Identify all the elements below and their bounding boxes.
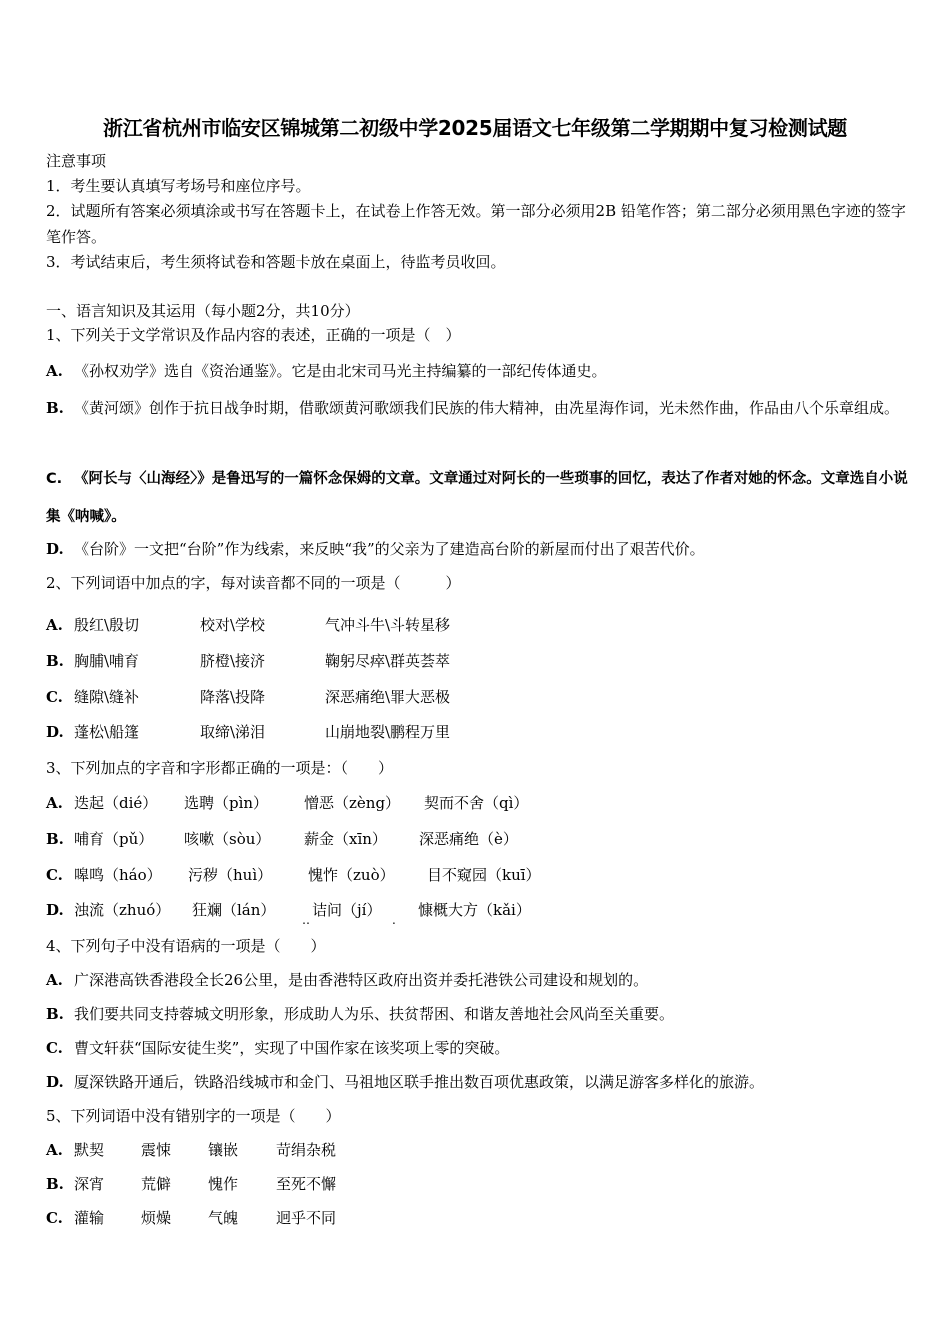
option-label: C. (46, 688, 63, 706)
q4-option-a (46, 970, 648, 990)
option-text: 《黄河颂》创作于抗日战争时期，借歌颂黄河歌颂我们民族的伟大精神，由冼星海作词，光未然作曲，作品由八个乐章组成。 (74, 399, 900, 417)
option-item: 选聘（pìn） (184, 794, 269, 812)
emphasis-dot: . (392, 913, 396, 927)
notice-item-2: 2．试题所有答案必须填涂或书写在答题卡上，在试卷上作答无效。第一部分必须用2B 铅笔作答；第二部分必须用黑色字迹的签字笔作答。 (46, 202, 906, 246)
option-item: 深恶痛绝（è） (419, 830, 518, 848)
option-item: 脐橙\接济 (200, 652, 266, 670)
option-item: 薪金（xīn） (304, 830, 387, 848)
option-item: 狂斓（lán） (192, 901, 276, 919)
option-item: 山崩地裂\鹏程万里 (325, 723, 451, 741)
option-item: 至死不懈 (276, 1175, 337, 1193)
option-text: 我们要共同支持蓉城文明形象，形成助人为乐、扶贫帮困、和谐友善地社会风尚至关重要。 (74, 1005, 675, 1023)
option-label: B. (46, 652, 64, 670)
option-item: 震悚 (141, 1141, 172, 1159)
option-item: 镶嵌 (208, 1141, 239, 1159)
option-item: 目不窥园（kuī） (427, 866, 541, 884)
option-item: 嗥鸣（háo） (74, 866, 162, 884)
option-label: C. (46, 866, 63, 884)
option-label: B. (46, 1005, 64, 1023)
option-item: 气魄 (208, 1209, 239, 1227)
section-heading: 一、语言知识及其运用（每小题2分，共10分） (46, 302, 360, 320)
notice-item-1: 1．考生要认真填写考场号和座位序号。 (46, 177, 311, 195)
option-label: A. (46, 794, 63, 812)
option-item: 缝隙\缝补 (74, 688, 140, 706)
option-label: B. (46, 830, 64, 848)
q1-option-b (46, 390, 908, 426)
option-item: 深宵 (74, 1175, 105, 1193)
option-label: D. (46, 540, 64, 558)
option-text: 《孙权劝学》选自《资治通鉴》。它是由北宋司马光主持编纂的一部纪传体通史。 (74, 362, 607, 380)
option-text: 《阿长与〈山海经〉》是鲁迅写的一篇怀念保姆的文章。文章通过对阿长的一些琐事的回忆，表达了作者对她的怀念。文章选自小说集《呐喊》。 (46, 471, 908, 525)
option-item: 咳嗽（sòu） (184, 830, 271, 848)
option-label: A. (46, 616, 63, 634)
option-text: 曹文轩获“国际安徒生奖”，实现了中国作家在该奖项上零的突破。 (74, 1039, 510, 1057)
option-item: 迭起（dié） (74, 794, 158, 812)
option-label: B. (46, 399, 64, 417)
option-item: 哺育（pǔ） (74, 830, 154, 848)
option-item: 愧怍（zuò） (308, 866, 395, 884)
q4-option-d (46, 1072, 764, 1092)
option-item: 深恶痛绝\罪大恶极 (325, 688, 451, 706)
option-item: 诘问（jí） (312, 901, 382, 919)
option-item: 烦燥 (141, 1209, 172, 1227)
exam-title: 浙江省杭州市临安区锦城第二初级中学2025届语文七年级第二学期期中复习检测试题 (103, 116, 847, 140)
option-label: D. (46, 723, 64, 741)
option-label: C. (46, 471, 63, 487)
option-label: D. (46, 1073, 64, 1091)
option-label: D. (46, 901, 64, 919)
option-label: A. (46, 971, 63, 989)
option-label: C. (46, 1039, 63, 1057)
option-item: 灌输 (74, 1209, 105, 1227)
option-item: 迥乎不同 (276, 1209, 337, 1227)
notice-heading: 注意事项 (46, 152, 107, 170)
option-label: A. (46, 1141, 63, 1159)
notice-item-3: 3．考试结束后，考生须将试卷和答题卡放在桌面上，待监考员收回。 (46, 253, 506, 271)
q2-stem: 2、下列词语中加点的字，每对读音都不同的一项是（ ） (46, 574, 461, 592)
option-text: 《台阶》一文把“台阶”作为线索，来反映“我”的父亲为了建造高台阶的新屋而付出了艰苦代价。 (74, 540, 705, 558)
q4-stem: 4、下列句子中没有语病的一项是（ ） (46, 937, 326, 955)
option-item: 降落\投降 (200, 688, 266, 706)
q1-option-a (46, 361, 607, 381)
option-item: 鞠躬尽瘁\群英荟萃 (325, 652, 451, 670)
option-label: B. (46, 1175, 64, 1193)
option-text: 广深港高铁香港段全长26公里，是由香港特区政府出资并委托港铁公司建设和规划的。 (74, 971, 649, 989)
option-item: 默契 (74, 1141, 105, 1159)
q4-option-b (46, 1004, 674, 1024)
q4-option-c (46, 1038, 509, 1058)
option-item: 取缔\涕泪 (200, 723, 266, 741)
option-item: 蓬松\船篷 (74, 723, 140, 741)
option-item: 污秽（huì） (188, 866, 273, 884)
option-item: 荒僻 (141, 1175, 172, 1193)
q1-stem: 1、下列关于文学常识及作品内容的表述，正确的一项是（ ） (46, 326, 461, 344)
emphasis-dot: ‥ (302, 913, 311, 927)
q3-stem: 3、下列加点的字音和字形都正确的一项是：（ ） (46, 759, 394, 777)
option-item: 胸脯\哺育 (74, 652, 140, 670)
q1-option-c (46, 460, 908, 536)
q1-option-d (46, 539, 705, 559)
option-text: 厦深铁路开通后，铁路沿线城市和金门、马祖地区联手推出数百项优惠政策，以满足游客多样化的旅游。 (74, 1073, 765, 1091)
option-label: C. (46, 1209, 63, 1227)
option-item: 憎恶（zèng） (304, 794, 401, 812)
option-item: 浊流（zhuó） (74, 901, 171, 919)
option-item: 慷概大方（kǎi） (418, 901, 531, 919)
option-item: 气冲斗牛\斗转星移 (325, 616, 451, 634)
option-item: 苛绢杂税 (276, 1141, 337, 1159)
option-item: 校对\学校 (200, 616, 266, 634)
option-item: 愧作 (208, 1175, 239, 1193)
option-item: 殷红\殷切 (74, 616, 140, 634)
option-item: 契而不舍（qì） (424, 794, 529, 812)
q5-stem: 5、下列词语中没有错别字的一项是（ ） (46, 1107, 341, 1125)
option-label: A. (46, 362, 63, 380)
